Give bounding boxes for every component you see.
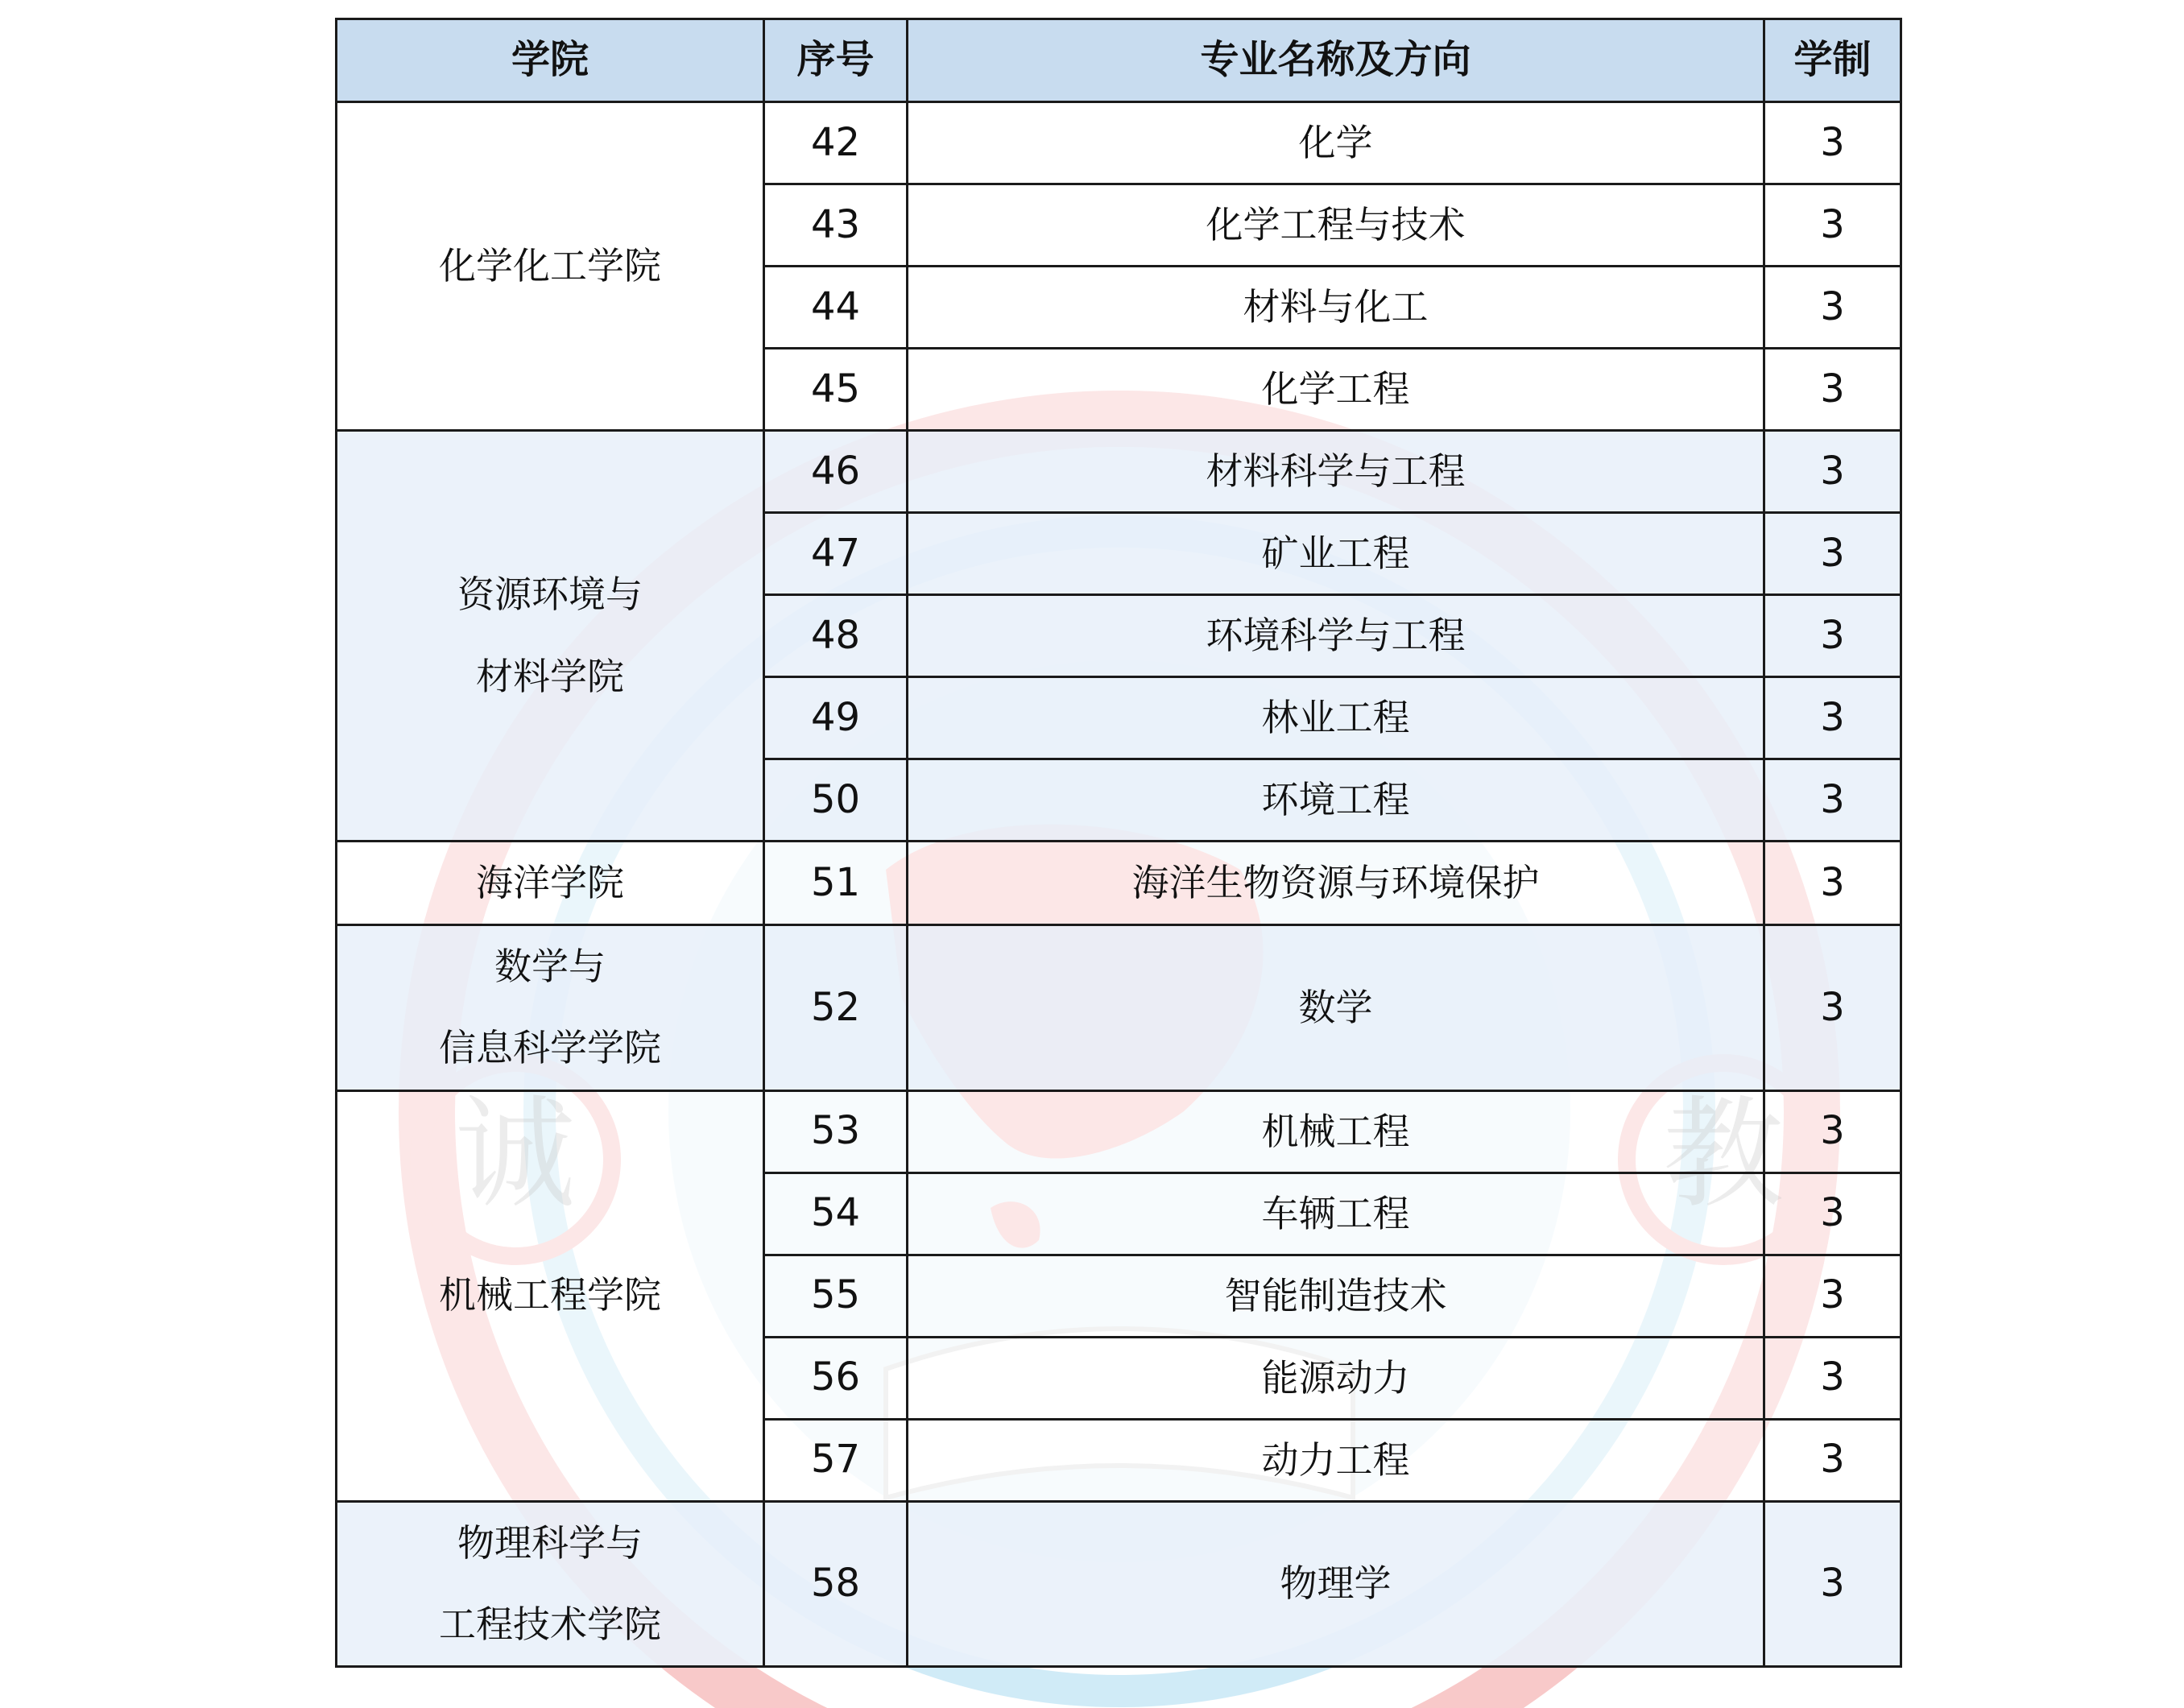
row-major: 动力工程 bbox=[908, 1419, 1764, 1501]
header-years: 学制 bbox=[1764, 19, 1901, 102]
row-years: 3 bbox=[1764, 1255, 1901, 1337]
college-name-line: 海洋学院 bbox=[476, 861, 624, 904]
table-row bbox=[337, 842, 1901, 925]
row-years: 3 bbox=[1764, 1501, 1901, 1666]
row-major: 车辆工程 bbox=[908, 1172, 1764, 1255]
table-row bbox=[337, 431, 1901, 513]
row-major: 林业工程 bbox=[908, 677, 1764, 759]
row-years: 3 bbox=[1764, 759, 1901, 842]
row-years: 3 bbox=[1764, 349, 1901, 431]
row-years: 3 bbox=[1764, 267, 1901, 349]
row-major: 机械工程 bbox=[908, 1090, 1764, 1172]
college-cell bbox=[337, 1090, 764, 1501]
table-row bbox=[337, 1090, 1901, 1172]
row-major: 化学工程与技术 bbox=[908, 184, 1764, 267]
row-no: 53 bbox=[764, 1090, 908, 1172]
college-name-line: 机械工程学院 bbox=[439, 1273, 661, 1317]
college-cell bbox=[337, 842, 764, 925]
row-no: 49 bbox=[764, 677, 908, 759]
row-no: 56 bbox=[764, 1337, 908, 1419]
header-no: 序号 bbox=[764, 19, 908, 102]
row-no: 51 bbox=[764, 842, 908, 925]
row-major: 化学 bbox=[908, 102, 1764, 184]
header-major: 专业名称及方向 bbox=[908, 19, 1764, 102]
row-years: 3 bbox=[1764, 513, 1901, 595]
row-major: 智能制造技术 bbox=[908, 1255, 1764, 1337]
header-row bbox=[337, 19, 1901, 102]
row-no: 48 bbox=[764, 595, 908, 677]
row-years: 3 bbox=[1764, 1172, 1901, 1255]
college-name-line: 数学与 bbox=[494, 945, 606, 989]
college-cell bbox=[337, 102, 764, 431]
row-no: 54 bbox=[764, 1172, 908, 1255]
row-years: 3 bbox=[1764, 925, 1901, 1090]
row-years: 3 bbox=[1764, 102, 1901, 184]
college-name-line: 信息科学学院 bbox=[439, 1026, 661, 1070]
row-major: 材料与化工 bbox=[908, 267, 1764, 349]
row-years: 3 bbox=[1764, 1090, 1901, 1172]
row-years: 3 bbox=[1764, 431, 1901, 513]
row-major: 材料科学与工程 bbox=[908, 431, 1764, 513]
row-no: 42 bbox=[764, 102, 908, 184]
college-name-line: 材料学院 bbox=[476, 654, 624, 698]
row-major: 环境科学与工程 bbox=[908, 595, 1764, 677]
row-major: 数学 bbox=[908, 925, 1764, 1090]
row-no: 46 bbox=[764, 431, 908, 513]
college-cell bbox=[337, 1501, 764, 1666]
college-cell bbox=[337, 925, 764, 1090]
row-major: 海洋生物资源与环境保护 bbox=[908, 842, 1764, 925]
row-no: 47 bbox=[764, 513, 908, 595]
row-years: 3 bbox=[1764, 677, 1901, 759]
row-no: 52 bbox=[764, 925, 908, 1090]
row-years: 3 bbox=[1764, 842, 1901, 925]
row-years: 3 bbox=[1764, 1419, 1901, 1501]
row-years: 3 bbox=[1764, 595, 1901, 677]
row-no: 43 bbox=[764, 184, 908, 267]
header-college: 学院 bbox=[337, 19, 764, 102]
row-years: 3 bbox=[1764, 184, 1901, 267]
table-row bbox=[337, 925, 1901, 1090]
row-no: 50 bbox=[764, 759, 908, 842]
college-name-line: 化学化工学院 bbox=[439, 243, 661, 287]
row-major: 矿业工程 bbox=[908, 513, 1764, 595]
major-table-container bbox=[335, 18, 1900, 1668]
row-no: 57 bbox=[764, 1419, 908, 1501]
table-row bbox=[337, 102, 1901, 184]
row-major: 能源动力 bbox=[908, 1337, 1764, 1419]
row-no: 58 bbox=[764, 1501, 908, 1666]
college-name-line: 资源环境与 bbox=[457, 573, 643, 617]
row-major: 化学工程 bbox=[908, 349, 1764, 431]
row-major: 环境工程 bbox=[908, 759, 1764, 842]
college-name-line: 物理科学与 bbox=[457, 1520, 643, 1565]
row-no: 44 bbox=[764, 267, 908, 349]
table-row bbox=[337, 1501, 1901, 1666]
row-years: 3 bbox=[1764, 1337, 1901, 1419]
row-major: 物理学 bbox=[908, 1501, 1764, 1666]
row-no: 55 bbox=[764, 1255, 908, 1337]
college-cell bbox=[337, 431, 764, 842]
row-no: 45 bbox=[764, 349, 908, 431]
college-name-line: 工程技术学院 bbox=[439, 1602, 661, 1646]
major-table bbox=[335, 18, 1902, 1668]
